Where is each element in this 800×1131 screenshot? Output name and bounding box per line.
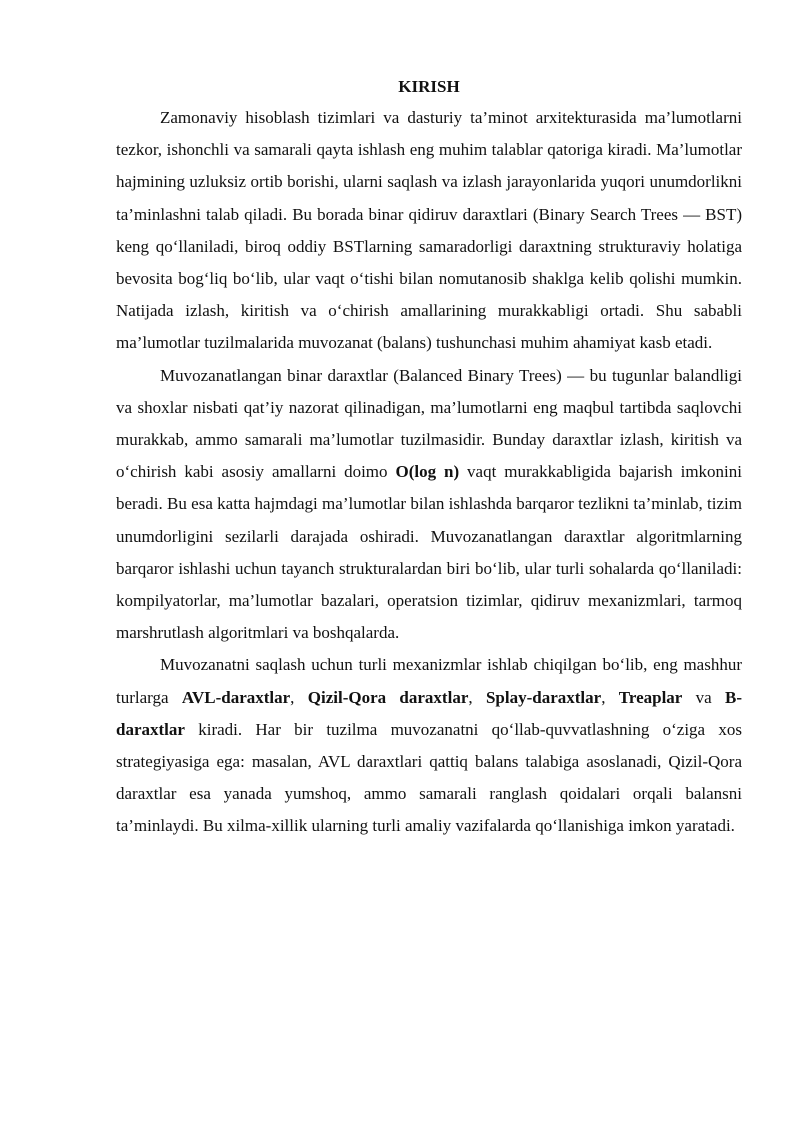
term-treap: Treaplar [618, 687, 683, 707]
term-red-black: Qizil-Qora daraxtlar [307, 687, 469, 707]
paragraph-2 [116, 360, 742, 650]
term-splay: Splay-daraxtlar [485, 687, 602, 707]
paragraph-2-text-before: Muvozanatlangan binar daraxtlar (Balanced Binary Trees) — bu tugunlar balandligi va shoxlar nisbati qat’iy nazorat qilinadigan, ma’lumotlarni eng maqbul tartibda saqlovchi murakkab, ammo samarali ma’lumotlar tuzilmasidir. Bunday daraxtlar izlash, kiritish va o‘chirish kabi asosiy amallarni doimo [116, 365, 742, 482]
section-title: KIRISH [398, 77, 460, 96]
paragraph-1-text: Zamonaviy hisoblash tizimlari va dasturiy ta’minot arxitekturasida ma’lumotlarni tezkor, ishonchli va samarali qayta ishlash eng muhim talablar qatoriga kiradi. Ma’lumotlar hajmining uzluksiz ortib borishi, ularni saqlash va izlash jarayonlarida yuqori unumdorlikni ta’minlashni talab qiladi. Bu borada binar qidiruv daraxtlari (Binary Search Trees — BST) keng qo‘llaniladi, biroq oddiy BSTlarning samaradorligi daraxtning strukturaviy holatiga bevosita bog‘liq bo‘lib, ular vaqt o‘tishi bilan nomutanosib shaklga kelib qolishi mumkin. Natijada izlash, kiritish va o‘chirish amallarining murakkabligi ortadi. Shu sababli ma’lumotlar tuzilmalarida muvozanat (balans) tushunchasi muhim ahamiyat kasb etadi. [116, 108, 742, 353]
paragraph-3 [116, 649, 742, 842]
paragraph-3-text-1: Muvozanatni saqlash uchun turli mexanizmlar ishlab chiqilgan bo‘lib, eng mashhur turlarga [116, 655, 742, 707]
term-b-tree: B-daraxtlar [116, 687, 743, 739]
paragraph-3-text-4: , [601, 687, 619, 707]
complexity-term: O(log n) [395, 462, 460, 482]
paragraph-2-text-after: vaqt murakkabligida bajarish imkonini beradi. Bu esa katta hajmdagi ma’lumotlar bilan ishlashda barqaror tezlikni ta’minlab, tizim unumdorligini sezilarli darajada oshiradi. Muvozanatlangan daraxtlar algoritmlarning barqaror ishlashi uchun tayanch strukturalardan biri bo‘lib, ular turli sohalarda qo‘llaniladi: kompilyatorlar, ma’lumotlar bazalari, operatsion tizimlar, qidiruv mexanizmlari, tarmoq marshrutlash algoritmlari va boshqalarda. [116, 462, 742, 643]
paragraph-3-text-3: , [468, 687, 486, 707]
term-avl: AVL-daraxtlar [181, 687, 291, 707]
paragraph-3-text-5: va [682, 687, 726, 707]
document-page [116, 74, 742, 843]
paragraph-1 [116, 102, 742, 360]
paragraph-3-text-6: kiradi. Har bir tuzilma muvozanatni qo‘llab-quvvatlashning o‘ziga xos strategiyasiga ega: masalan, AVL daraxtlari qattiq balans talabiga asoslanadi, Qizil-Qora daraxtlar esa yanada yumshoq, ammo samarali ranglash qoidalari orqali balansni ta’minlaydi. Bu xilma-xillik ularning turli amaliy vazifalarda qo‘llanishiga imkon yaratadi. [116, 719, 742, 836]
paragraph-3-text-2: , [290, 687, 308, 707]
